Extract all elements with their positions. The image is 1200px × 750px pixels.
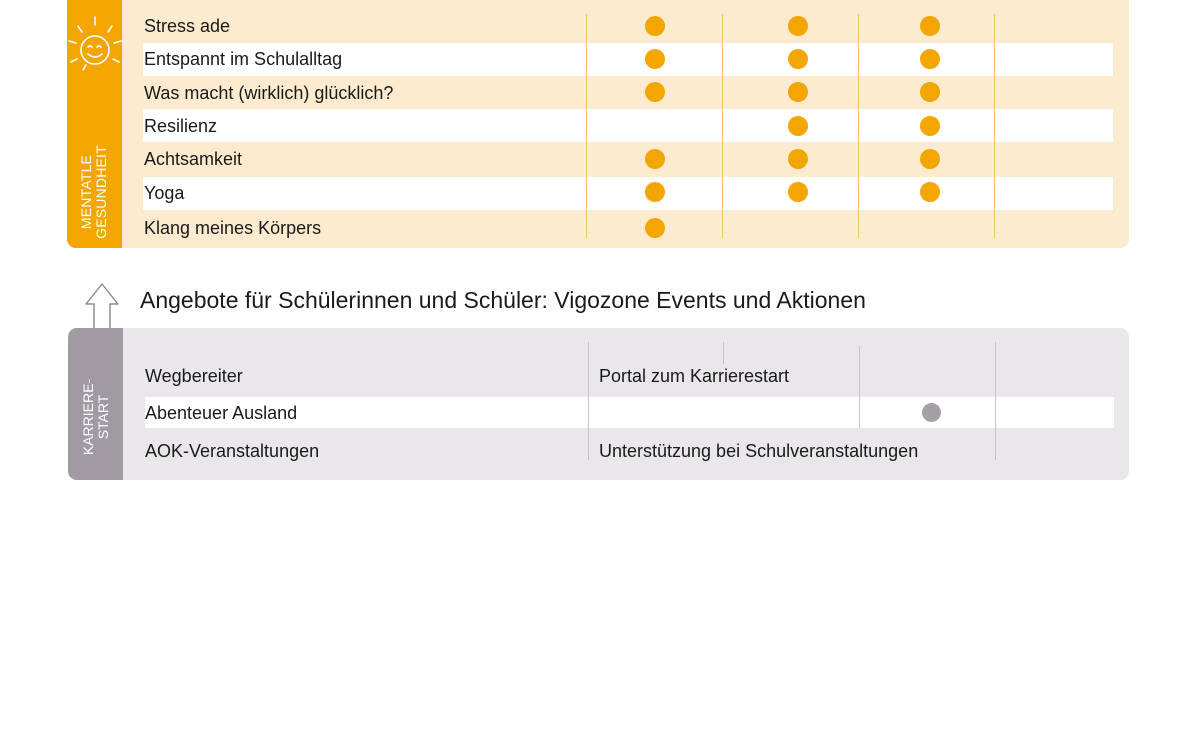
- column-divider: [859, 346, 860, 428]
- availability-dot: [645, 218, 665, 238]
- availability-dot: [920, 149, 940, 169]
- offer-label: Abenteuer Ausland: [145, 403, 298, 423]
- availability-dot: [645, 82, 665, 102]
- offer-label: Stress ade: [144, 16, 231, 36]
- smiling-sun-icon: [67, 0, 122, 80]
- availability-dot: [922, 403, 941, 422]
- offer-label: Entspannt im Schulalltag: [144, 49, 343, 69]
- availability-dot: [788, 116, 808, 136]
- offer-detail: Unterstützung bei Schulveranstaltungen: [599, 441, 919, 461]
- row-band: [143, 177, 1113, 210]
- column-divider: [995, 342, 996, 460]
- availability-dot: [920, 116, 940, 136]
- availability-dot: [920, 16, 940, 36]
- availability-dot: [788, 16, 808, 36]
- availability-dot: [645, 182, 665, 202]
- availability-dot: [920, 49, 940, 69]
- section-heading: Angebote für Schülerinnen und Schüler: Vigozone Events und Aktionen: [140, 287, 866, 313]
- column-divider: [994, 14, 995, 238]
- mental-health-category-tab: [67, 0, 122, 248]
- availability-dot: [788, 149, 808, 169]
- availability-dot: [920, 182, 940, 202]
- column-divider: [723, 342, 724, 364]
- column-divider: [858, 14, 859, 238]
- availability-dot: [645, 49, 665, 69]
- row-band: [143, 109, 1113, 142]
- career-start-category-tab: [68, 328, 123, 480]
- career-start-category-label: [81, 379, 111, 455]
- offer-label: Resilienz: [144, 116, 218, 136]
- offer-label: AOK-Veranstaltungen: [145, 441, 320, 461]
- availability-dot: [645, 16, 665, 36]
- offer-label: Was macht (wirklich) glücklich?: [144, 83, 394, 103]
- offer-label: Achtsamkeit: [144, 149, 243, 169]
- availability-dot: [788, 182, 808, 202]
- availability-dot: [788, 49, 808, 69]
- column-divider: [586, 14, 587, 238]
- mental-health-category-label: [79, 145, 109, 239]
- career-start-panel: [68, 328, 1129, 480]
- availability-dot: [788, 82, 808, 102]
- category-label-line: START: [95, 394, 111, 440]
- mental-health-panel: [67, 0, 1129, 248]
- availability-dot: [920, 82, 940, 102]
- category-label-line: GESUNDHEIT: [93, 145, 109, 239]
- offer-label: Klang meines Körpers: [144, 218, 322, 238]
- offer-label: Wegbereiter: [145, 366, 243, 386]
- column-divider: [588, 342, 589, 460]
- column-divider: [722, 14, 723, 238]
- category-label-line: MENTATLE: [78, 154, 94, 230]
- offer-label: Yoga: [144, 183, 185, 203]
- category-label-line: KARRIERE-: [80, 378, 96, 456]
- availability-dot: [645, 149, 665, 169]
- offer-detail: Portal zum Karrierestart: [599, 366, 790, 386]
